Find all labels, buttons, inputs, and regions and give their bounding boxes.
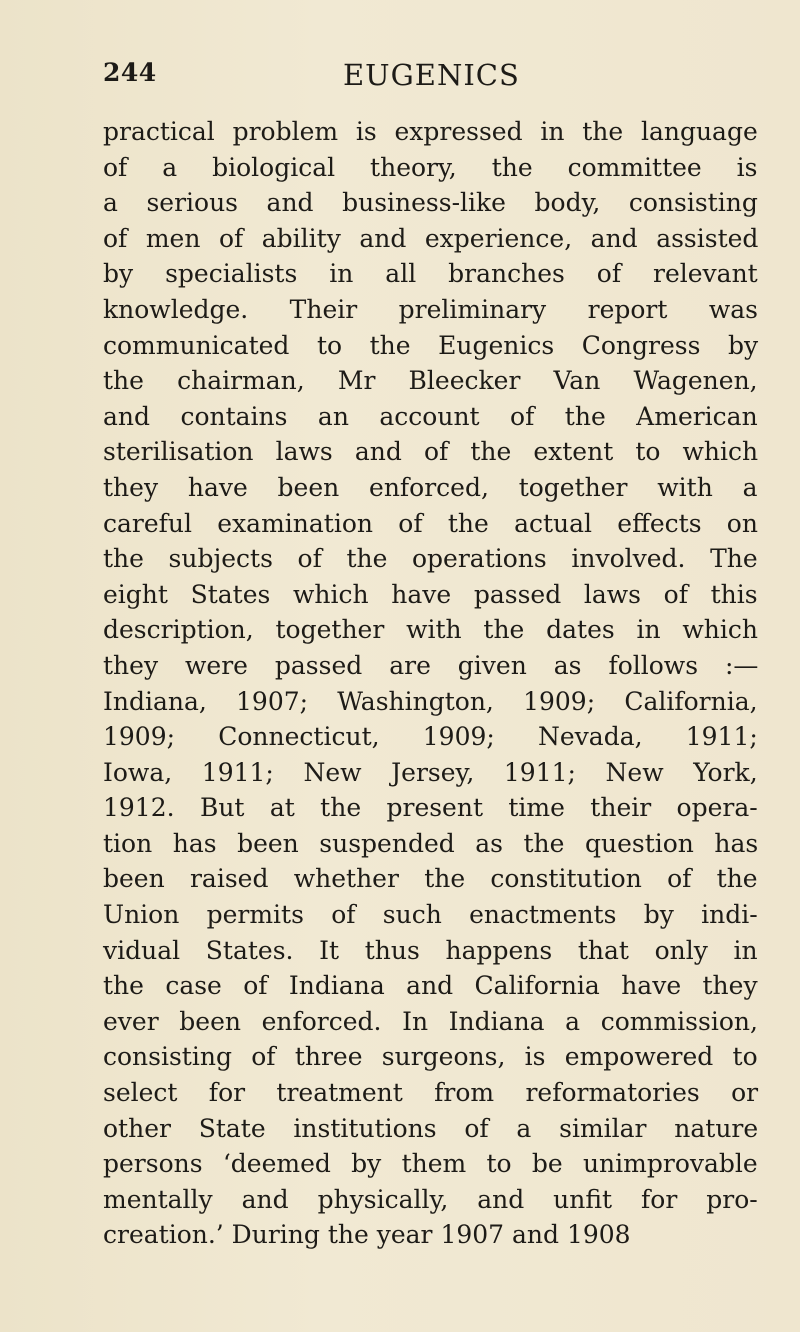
text-line: the chairman, Mr Bleecker Van Wagenen, xyxy=(103,366,758,396)
text-line: they were passed are given as follows :— xyxy=(103,650,759,680)
text-line: practical problem is expressed in the language xyxy=(103,117,758,146)
running-title: EUGENICS xyxy=(343,58,520,92)
text-line: consisting of three surgeons, is empowered to xyxy=(103,1042,758,1072)
text-line: tion has been suspended as the question has xyxy=(103,828,759,858)
text-line: persons ‘deemed by them to be unimprovable xyxy=(103,1149,758,1179)
text-line: they have been enforced, together with a xyxy=(103,472,758,502)
text-line: been raised whether the constitution of the xyxy=(103,864,758,894)
text-line: Iowa, 1911; New Jersey, 1911; New York, xyxy=(103,757,758,787)
text-line: the subjects of the operations involved. The xyxy=(103,544,758,574)
text-line: by specialists in all branches of relevant xyxy=(103,259,758,289)
text-line: Indiana, 1907; Washington, 1909; California, xyxy=(103,686,758,716)
body-text xyxy=(103,114,758,1253)
text-line: select for treatment from reformatories or xyxy=(103,1078,759,1108)
text-line: vidual States. It thus happens that only in xyxy=(103,935,758,965)
text-line: communicated to the Eugenics Congress by xyxy=(103,330,759,360)
text-line: creation.’ During the year 1907 and 1908 xyxy=(103,1220,631,1250)
text-line: description, together with the dates in which xyxy=(103,615,758,645)
running-head xyxy=(103,58,758,102)
text-line: 1912. But at the present time their opera- xyxy=(103,793,758,823)
text-line: sterilisation laws and of the extent to which xyxy=(103,437,759,467)
text-line: and contains an account of the American xyxy=(103,401,758,431)
text-line: mentally and physically, and unfit for pro- xyxy=(103,1184,758,1214)
text-line: knowledge. Their preliminary report was xyxy=(103,294,758,324)
page-number: 244 xyxy=(103,58,157,87)
text-line: Union permits of such enactments by indi- xyxy=(103,900,758,930)
text-line: the case of Indiana and California have they xyxy=(103,971,758,1001)
text-line: of a biological theory, the committee is xyxy=(103,152,758,182)
text-line: eight States which have passed laws of this xyxy=(103,579,758,609)
text-line: a serious and business-like body, consisting xyxy=(103,188,758,218)
text-line: of men of ability and experience, and assisted xyxy=(103,223,759,253)
text-line: ever been enforced. In Indiana a commission, xyxy=(103,1006,758,1036)
text-line: other State institutions of a similar nature xyxy=(103,1113,759,1143)
text-line: 1909; Connecticut, 1909; Nevada, 1911; xyxy=(103,722,758,752)
text-line: careful examination of the actual effects on xyxy=(103,508,758,538)
